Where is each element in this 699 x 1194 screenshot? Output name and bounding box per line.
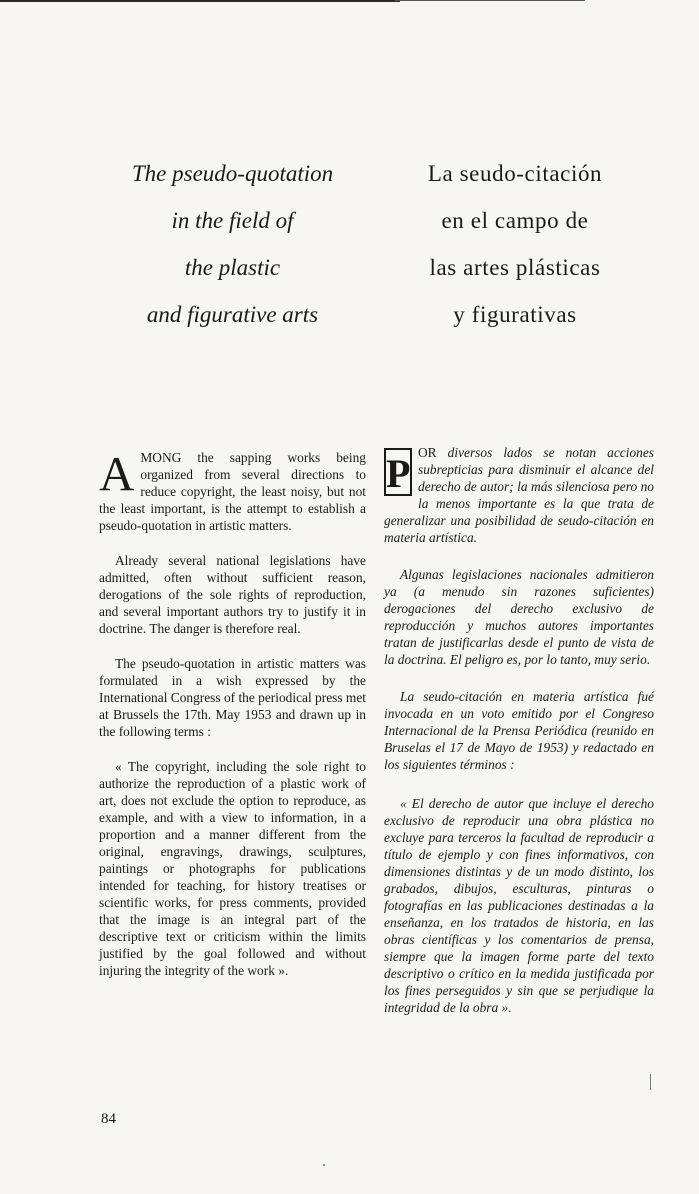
spanish-paragraph-1 — [384, 444, 654, 546]
spanish-paragraph-2: Algunas legislaciones nacionales admitieron ya (a menudo sin razones suficientes) derogaciones del derecho exclusivo de reproducción y muchos autores importantes tratan de justificarlas desde el punto de vista de la doctrina. El peligro es, por lo tanto, muy serio. — [384, 567, 654, 667]
spanish-paragraph-1-text: diversos lados se notan acciones subrepticias para disminuir el alcance del derecho de autor; la más silenciosa pero no la menos importante es la que trata de generalizar una posibilidad de seudo-citación en materia artística. — [384, 445, 654, 545]
english-paragraph-1-text: the sapping works being organized from several directions to reduce copyright, the least noisy, but not the least important, is the attempt to establish a pseudo-quotation in artistic matters. — [99, 450, 366, 533]
page-number: 84 — [101, 1111, 116, 1127]
spanish-lead-smallcaps: OR — [418, 445, 437, 460]
english-paragraph-2: Already several national legislations have admitted, often without sufficient reason, derogations of the sole rights of reproduction, and several important authors try to justify it in doctrine. The danger is therefore real. — [99, 553, 366, 636]
spanish-drop-cap: P — [384, 448, 412, 496]
english-paragraph-4: « The copyright, including the sole right to authorize the reproduction of a plastic work of art, does not exclude the option to reproduce, as example, and with a view to information, in a proportion and a manner different from the original, engravings, drawings, sculptures, paintings or photographs for publications intended for teaching, for history treatises or scientific works, for press comments, provided that the image is an integral part of the descriptive text or criticism within the limits justified by the goal followed and without injuring the integrity of the work ». — [99, 759, 366, 978]
spanish-title-line-4: y figurativas — [453, 302, 577, 327]
spanish-title-line-1: La seudo-citación — [427, 161, 603, 186]
spanish-title — [400, 150, 630, 338]
english-column — [99, 446, 366, 979]
english-paragraph-1 — [99, 446, 366, 534]
spanish-title-line-3: las artes plásticas — [429, 255, 601, 280]
english-title-line-4: and figurative arts — [146, 302, 319, 327]
english-lead-smallcaps: MONG — [140, 450, 182, 465]
english-title-line-2: in the field of — [171, 208, 294, 233]
edge-mark — [650, 1074, 651, 1090]
english-title-line-3: the plastic — [184, 255, 281, 280]
spanish-paragraph-4: « El derecho de autor que incluye el derecho exclusivo de reproducir una obra plástica no excluye para terceros la facultad de reproducir a título de ejemplo y con fines informativos, con dimensiones distintas y de un modo distinto, los grabados, dibujos, esculturas, pinturas o fotografías en las publicaciones destinadas a la enseñanza, en los tratados de historia, en las obras científicas y los comentarios de prensa, siempre que la imagen forme parte del texto descriptivo o crítico en la medida justificada por los fines perseguidos y sin que se perjudique la integridad de la obra ». — [384, 796, 654, 1015]
english-title-line-1: The pseudo-quotation — [131, 161, 334, 186]
top-rule — [0, 0, 400, 2]
english-drop-cap: A — [99, 446, 135, 501]
spanish-column — [384, 444, 654, 1016]
spanish-title-line-2: en el campo de — [441, 208, 589, 233]
english-title — [105, 150, 360, 338]
english-paragraph-3: The pseudo-quotation in artistic matters was formulated in a wish expressed by the International Congress of the periodical press met at Brussels the 17th. May 1953 and drawn up in the following terms : — [99, 656, 366, 739]
top-rule-thin — [395, 0, 585, 1]
spanish-paragraph-3: La seudo-citación en materia artística fué invocada en un voto emitido por el Congreso Internacional de la Prensa Periódica (reunido en Bruselas el 17 de Mayo de 1953) y redactado en los siguientes términos : — [384, 689, 654, 772]
print-speck — [323, 1164, 325, 1166]
